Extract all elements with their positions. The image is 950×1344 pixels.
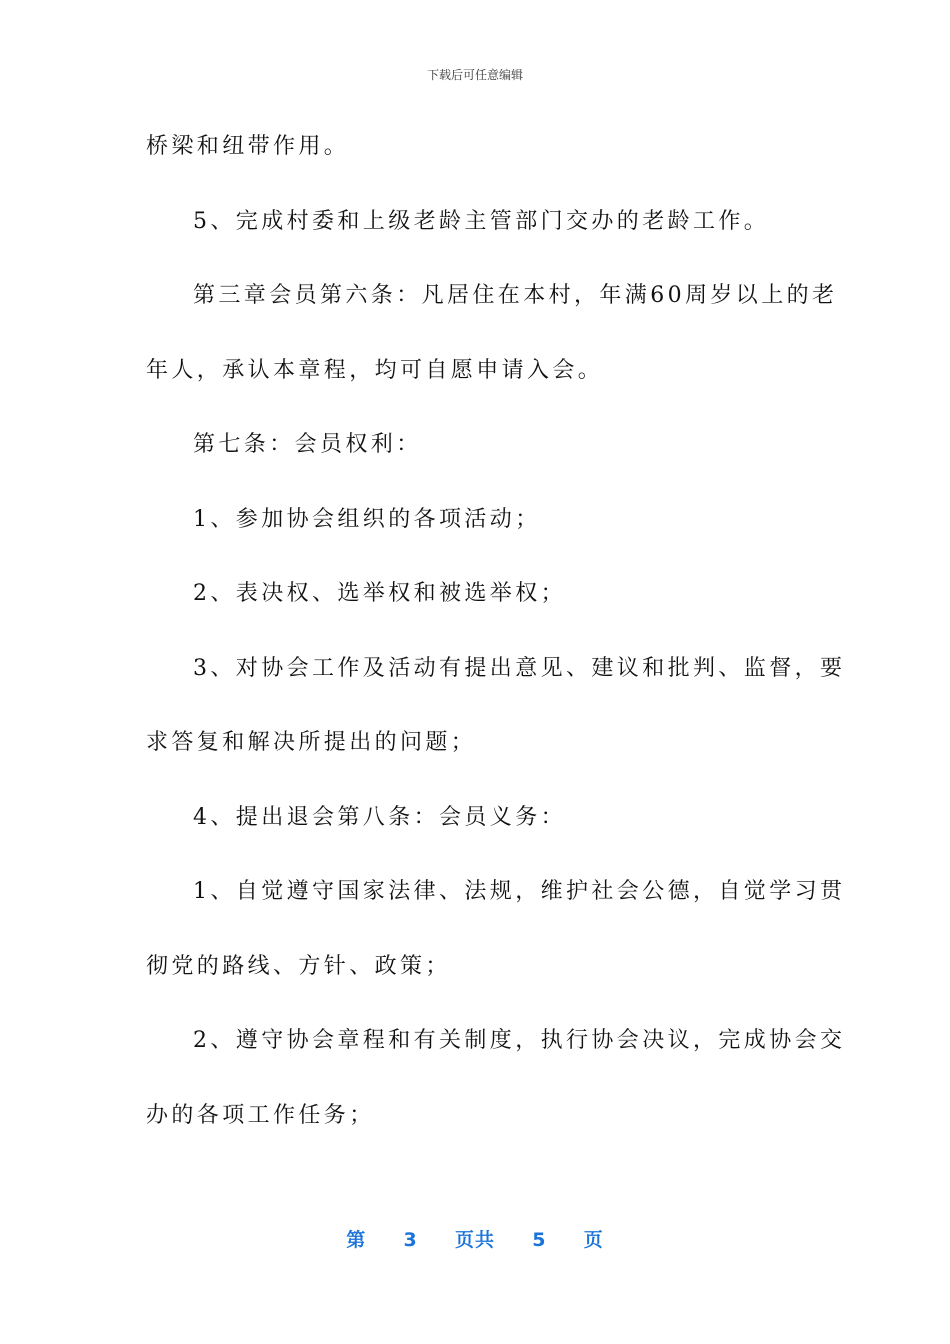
footer-suffix: 页 bbox=[583, 1229, 604, 1251]
body-line: 5、完成村委和上级老龄主管部门交办的老龄工作。 bbox=[193, 208, 770, 234]
document-body bbox=[146, 128, 846, 1171]
body-line: 2、遵守协会章程和有关制度，执行协会决议，完成协会交 bbox=[193, 1028, 846, 1053]
body-line: 1、参加协会组织的各项活动； bbox=[193, 506, 541, 532]
body-line: 办的各项工作任务； bbox=[146, 1102, 375, 1128]
body-line: 求答复和解决所提出的问题； bbox=[146, 730, 477, 755]
footer-middle: 页共 bbox=[454, 1229, 495, 1251]
body-line: 彻党的路线、方针、政策； bbox=[146, 953, 451, 979]
page-header: 下载后可任意编辑 bbox=[426, 68, 523, 82]
body-line: 第三章会员第六条：凡居住在本村，年满60周岁以上的老 bbox=[193, 283, 838, 308]
body-line: 3、对协会工作及活动有提出意见、建议和批判、监督，要 bbox=[193, 655, 846, 681]
body-line: 1、自觉遵守国家法律、法规，维护社会公德，自觉学习贯 bbox=[193, 879, 846, 904]
page-footer bbox=[0, 1225, 950, 1252]
body-line: 桥梁和纽带作用。 bbox=[146, 134, 350, 159]
body-line: 年人，承认本章程，均可自愿申请入会。 bbox=[146, 357, 604, 383]
body-line: 4、提出退会第八条：会员义务： bbox=[193, 804, 566, 830]
current-page-number: 3 bbox=[403, 1229, 418, 1251]
footer-prefix: 第 bbox=[346, 1229, 367, 1251]
body-line: 第七条：会员权利： bbox=[193, 432, 422, 457]
body-line: 2、表决权、选举权和被选举权； bbox=[193, 581, 566, 606]
total-pages-number: 5 bbox=[532, 1229, 547, 1251]
